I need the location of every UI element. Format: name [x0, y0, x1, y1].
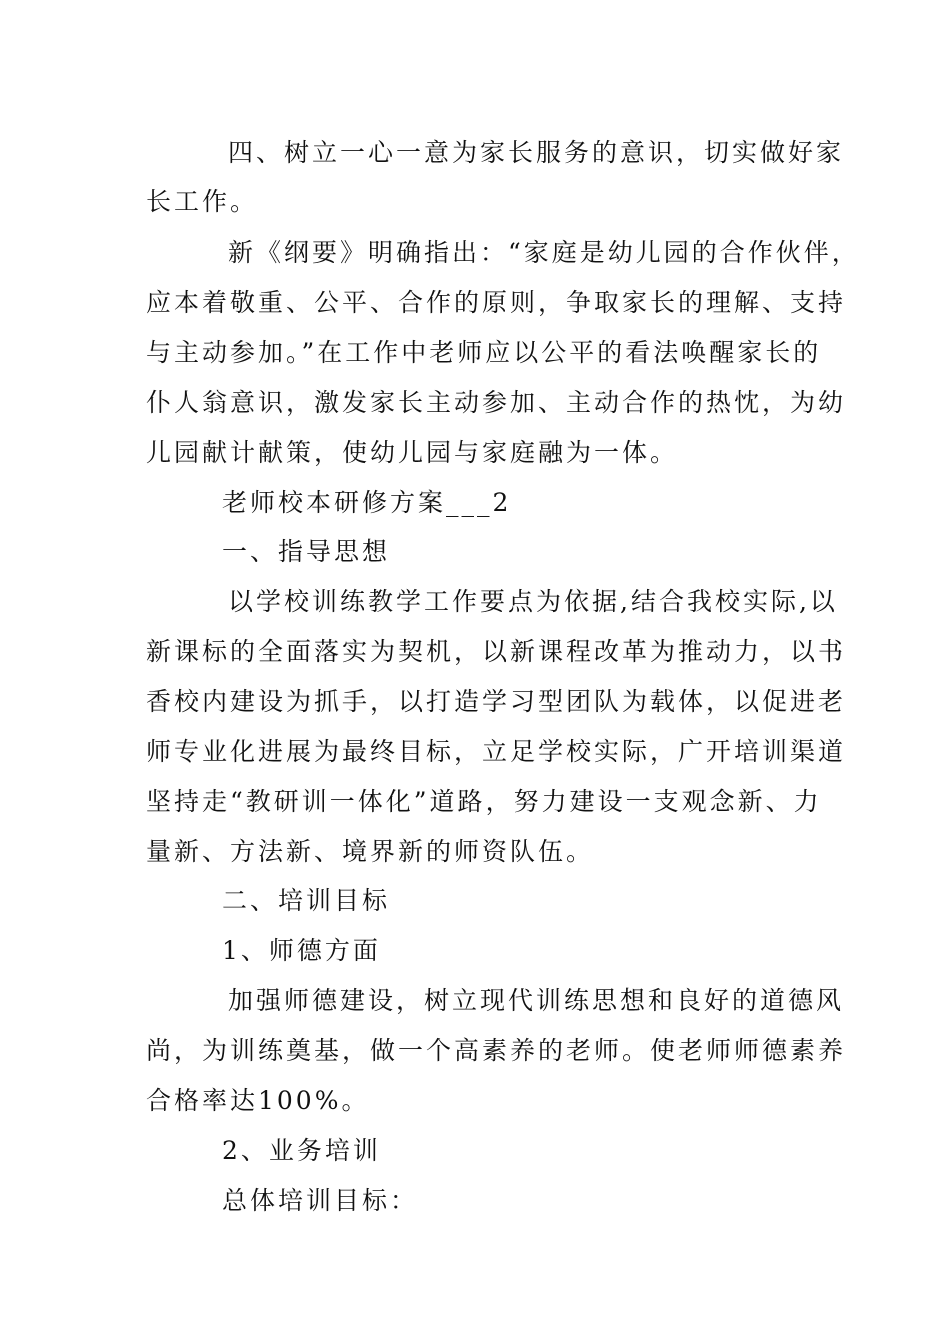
section-title: 老师校本研修方案___2: [222, 488, 512, 517]
paragraph-line: 新《纲要》明确指出：“家庭是幼儿园的合作伙伴，: [228, 238, 860, 267]
paragraph-line: 加强师德建设，树立现代训练思想和良好的道德风: [228, 986, 845, 1015]
subsection-heading: 2、业务培训: [222, 1136, 381, 1165]
paragraph-line: 量新、方法新、境界新的师资队伍。: [146, 837, 595, 866]
section-heading: 二、培训目标: [222, 886, 391, 915]
paragraph-line: 儿园献计献策，使幼儿园与家庭融为一体。: [146, 438, 679, 467]
paragraph-line: 应本着敬重、公平、合作的原则，争取家长的理解、支持: [146, 288, 847, 317]
paragraph-line: 四、树立一心一意为家长服务的意识，切实做好家: [228, 138, 845, 167]
paragraph-line: 尚，为训练奠基，做一个高素养的老师。使老师师德素养: [146, 1036, 847, 1065]
paragraph-line: 新课标的全面落实为契机，以新课程改革为推动力，以书: [146, 637, 847, 666]
paragraph-line: 仆人翁意识，激发家长主动参加、主动合作的热忱，为幼: [146, 388, 847, 417]
section-heading: 一、指导思想: [222, 537, 391, 566]
paragraph-line: 总体培训目标：: [222, 1186, 419, 1215]
paragraph-line: 与主动参加。”在工作中老师应以公平的看法唤醒家长的: [146, 338, 822, 367]
paragraph-line: 合格率达100%。: [146, 1086, 370, 1115]
paragraph-line: 坚持走“教研训一体化”道路，努力建设一支观念新、力: [146, 787, 822, 816]
paragraph-line: 师专业化进展为最终目标，立足学校实际，广开培训渠道: [146, 737, 847, 766]
paragraph-line: 香校内建设为抓手，以打造学习型团队为载体，以促进老: [146, 687, 847, 716]
subsection-heading: 1、师德方面: [222, 936, 381, 965]
paragraph-line: 长工作。: [146, 187, 259, 216]
paragraph-line: 以学校训练教学工作要点为依据,结合我校实际,以: [228, 587, 838, 616]
